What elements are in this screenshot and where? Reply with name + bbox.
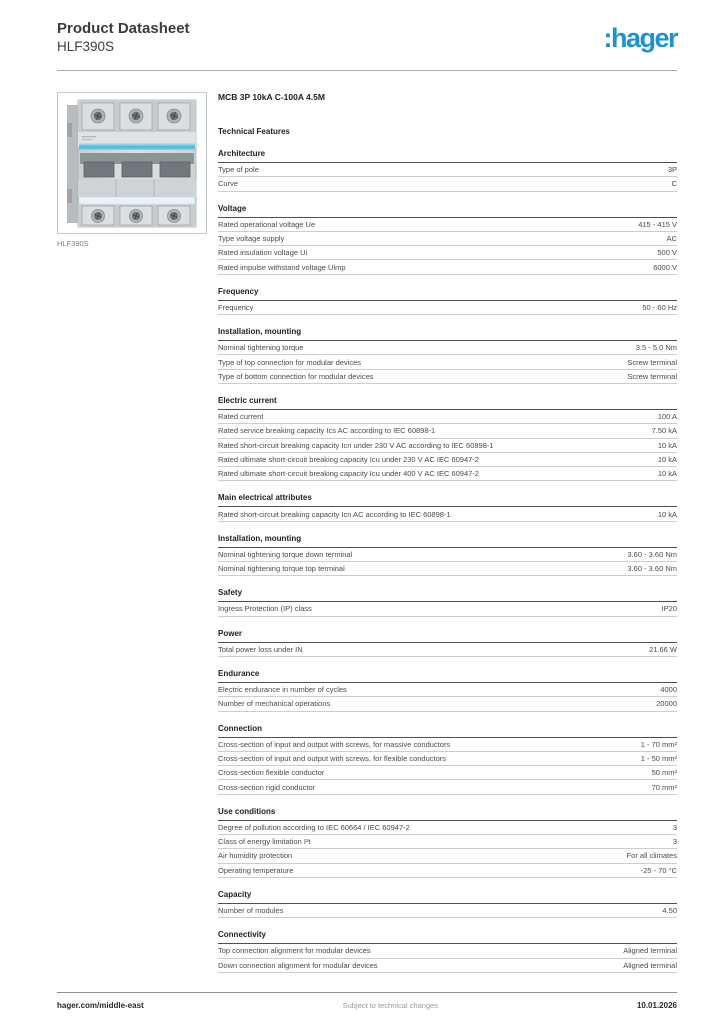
features-heading: Technical Features (218, 127, 290, 136)
spec-row-label: Operating temperature (218, 865, 294, 875)
spec-row-value: 10 kA (657, 440, 677, 450)
spec-row-value: 6000 V (653, 262, 677, 272)
spec-section (218, 806, 677, 878)
spec-row (218, 548, 677, 562)
spec-row-label: Nominal tightening torque (218, 343, 304, 353)
footer-website: hager.com/middle-east (57, 1001, 144, 1010)
spec-row-value: C (671, 179, 677, 189)
spec-sections (218, 148, 677, 973)
spec-row (218, 738, 677, 752)
mcb-product-image (58, 93, 206, 233)
spec-section (218, 203, 677, 275)
spec-row-label: Rated service breaking capacity Ics AC according to IEC 60898-1 (218, 426, 436, 436)
footer-row (57, 1001, 677, 1010)
spec-section-title: Installation, mounting (218, 533, 677, 548)
spec-row (218, 697, 677, 711)
spec-section-title: Endurance (218, 668, 677, 683)
spec-row (218, 821, 677, 835)
spec-section (218, 326, 677, 384)
spec-section-rows (218, 821, 677, 878)
main-content (0, 71, 724, 973)
spec-row-value: 3 (672, 822, 677, 832)
spec-row-label: Cross-section of input and output with screws, for flexible conductors (218, 753, 447, 763)
spec-section-rows (218, 683, 677, 712)
spec-row-value: 4.50 (662, 906, 677, 916)
spec-row (218, 467, 677, 481)
spec-row (218, 683, 677, 697)
spec-row (218, 864, 677, 878)
spec-row-value: Aligned terminal (623, 960, 677, 970)
page-header (0, 0, 724, 55)
spec-row (218, 453, 677, 467)
spec-row-label: Frequency (218, 302, 254, 312)
spec-row-value: 70 mm² (651, 782, 677, 792)
spec-row-value: Screw terminal (627, 357, 677, 367)
spec-row-value: 7.50 kA (651, 426, 677, 436)
spec-row-value: 3 (672, 837, 677, 847)
spec-row-label: Top connection alignment for modular devices (218, 946, 371, 956)
product-image-caption: HLF390S (57, 239, 89, 248)
spec-section-title: Use conditions (218, 806, 677, 821)
product-reference: HLF390S (57, 39, 115, 54)
spec-section (218, 395, 677, 481)
spec-row-label: Electric endurance in number of cycles (218, 685, 347, 695)
spec-row (218, 752, 677, 766)
spec-row-label: Rated ultimate short-circuit breaking capacity Icu under 400 V AC IEC 60947-2 (218, 469, 479, 479)
spec-row (218, 835, 677, 849)
spec-section-rows (218, 548, 677, 577)
spec-row-value: 50 mm² (651, 768, 677, 778)
spec-row (218, 959, 677, 973)
spec-section-title: Architecture (218, 148, 677, 163)
spec-row-label: Type of pole (218, 165, 259, 175)
spec-row-label: Nominal tightening torque top terminal (218, 564, 345, 574)
spec-row (218, 507, 677, 521)
spec-section (218, 533, 677, 577)
spec-section (218, 628, 677, 657)
spec-section-title: Capacity (218, 889, 677, 904)
spec-section (218, 492, 677, 521)
spec-section-title: Connection (218, 723, 677, 738)
spec-section (218, 889, 677, 918)
spec-row-value: 1 - 50 mm² (640, 753, 677, 763)
spec-row-label: Rated impulse withstand voltage Uimp (218, 262, 346, 272)
spec-section-rows (218, 341, 677, 384)
spec-row (218, 780, 677, 794)
spec-section-rows (218, 643, 677, 657)
spec-row-label: Class of energy limitation I²t (218, 837, 311, 847)
spec-row-label: Rated current (218, 412, 264, 422)
spec-section-title: Main electrical attributes (218, 492, 677, 507)
spec-row-value: IP20 (661, 604, 677, 614)
spec-row-value: Screw terminal (627, 371, 677, 381)
spec-row-value: 50 - 60 Hz (642, 302, 677, 312)
spec-row-value: 3.60 - 3.60 Nm (627, 564, 677, 574)
spec-row (218, 163, 677, 177)
spec-section-rows (218, 904, 677, 918)
spec-row-value: 500 V (657, 248, 677, 258)
spec-section (218, 723, 677, 795)
spec-row-value: 100 A (657, 412, 677, 422)
spec-row (218, 301, 677, 315)
product-column (57, 92, 207, 248)
spec-row (218, 602, 677, 616)
spec-row-label: Cross-section of input and output with screws, for massive conductors (218, 739, 451, 749)
spec-row (218, 218, 677, 232)
spec-section-rows (218, 507, 677, 521)
page-footer (57, 992, 677, 1010)
spec-row-label: Air humidity protection (218, 851, 293, 861)
product-title: MCB 3P 10kA C-100A 4.5M (218, 92, 325, 102)
hager-logo: :hager (603, 23, 677, 53)
spec-row (218, 341, 677, 355)
spec-row-label: Rated operational voltage Ue (218, 219, 316, 229)
spec-row-label: Ingress Protection (IP) class (218, 604, 312, 614)
spec-section-title: Voltage (218, 203, 677, 218)
document-title: Product Datasheet (57, 20, 190, 37)
footer-date: 10.01.2026 (636, 1001, 677, 1010)
spec-row-value: 1 - 70 mm² (640, 739, 677, 749)
spec-column (218, 92, 677, 973)
spec-row-label: Down connection alignment for modular devices (218, 960, 378, 970)
spec-section-rows (218, 738, 677, 795)
spec-row-value: 10 kA (657, 455, 677, 464)
spec-section-title: Electric current (218, 395, 677, 410)
spec-section-rows (218, 944, 677, 973)
spec-row-label: Number of modules (218, 906, 284, 916)
product-image-frame (57, 92, 207, 234)
spec-row-label: Number of mechanical operations (218, 699, 331, 709)
spec-row-label: Type of bottom connection for modular devices (218, 371, 374, 381)
spec-row (218, 562, 677, 576)
spec-row-value: -25 - 70 °C (640, 865, 677, 875)
spec-row (218, 766, 677, 780)
spec-row-value: 20000 (656, 699, 677, 709)
spec-row-value: 3.5 - 5.0 Nm (635, 343, 677, 353)
spec-section-rows (218, 410, 677, 481)
spec-section (218, 587, 677, 616)
spec-row-label: Curve (218, 179, 239, 189)
spec-row-label: Rated ultimate short-circuit breaking capacity Icu under 230 V AC IEC 60947-2 (218, 455, 479, 464)
spec-row (218, 944, 677, 958)
spec-section-rows (218, 301, 677, 315)
spec-section-rows (218, 602, 677, 616)
spec-row-label: Rated short-circuit breaking capacity Icn under 230 V AC according to IEC 60898-1 (218, 440, 494, 450)
spec-row (218, 439, 677, 453)
spec-section (218, 668, 677, 712)
spec-section-title: Safety (218, 587, 677, 602)
spec-section-rows (218, 218, 677, 275)
spec-section-title: Connectivity (218, 929, 677, 944)
spec-row (218, 424, 677, 438)
spec-row-label: Cross-section flexible conductor (218, 768, 325, 778)
spec-row-value: 3P (667, 165, 677, 175)
spec-row (218, 849, 677, 863)
spec-row-value: AC (666, 234, 677, 244)
spec-row (218, 177, 677, 191)
spec-section (218, 286, 677, 315)
spec-row-label: Cross-section rigid conductor (218, 782, 316, 792)
footer-disclaimer: Subject to technical changes (342, 1001, 439, 1010)
spec-row (218, 643, 677, 657)
spec-row (218, 904, 677, 918)
spec-section-title: Frequency (218, 286, 677, 301)
spec-row (218, 355, 677, 369)
spec-row-value: 21.66 W (649, 644, 677, 654)
spec-section-title: Installation, mounting (218, 326, 677, 341)
spec-row (218, 246, 677, 260)
spec-section-rows (218, 163, 677, 192)
spec-section (218, 929, 677, 973)
spec-row (218, 232, 677, 246)
spec-row-value: 3.60 - 3.60 Nm (627, 549, 677, 559)
spec-row-value: 10 kA (657, 509, 677, 519)
spec-row (218, 410, 677, 424)
spec-section-title: Power (218, 628, 677, 643)
footer-divider (57, 992, 677, 993)
spec-row-value: 4000 (660, 685, 677, 695)
spec-row-label: Rated short-circuit breaking capacity Icn AC according to IEC 60898-1 (218, 509, 451, 519)
spec-row-label: Nominal tightening torque down terminal (218, 549, 353, 559)
spec-row-value: For all climates (626, 851, 677, 861)
spec-row-label: Total power loss under IN (218, 644, 303, 654)
spec-row-label: Type voltage supply (218, 234, 285, 244)
spec-row-value: 10 kA (657, 469, 677, 479)
spec-row-label: Rated insulation voltage Ui (218, 248, 308, 258)
spec-row-label: Type of top connection for modular devices (218, 357, 361, 367)
spec-row-value: Aligned terminal (623, 946, 677, 956)
spec-row (218, 370, 677, 384)
spec-row-value: 415 - 415 V (638, 219, 677, 229)
header-titles (57, 20, 190, 55)
spec-row (218, 260, 677, 274)
spec-row-label: Degree of pollution according to IEC 60664 / IEC 60947-2 (218, 822, 410, 832)
spec-section (218, 148, 677, 192)
